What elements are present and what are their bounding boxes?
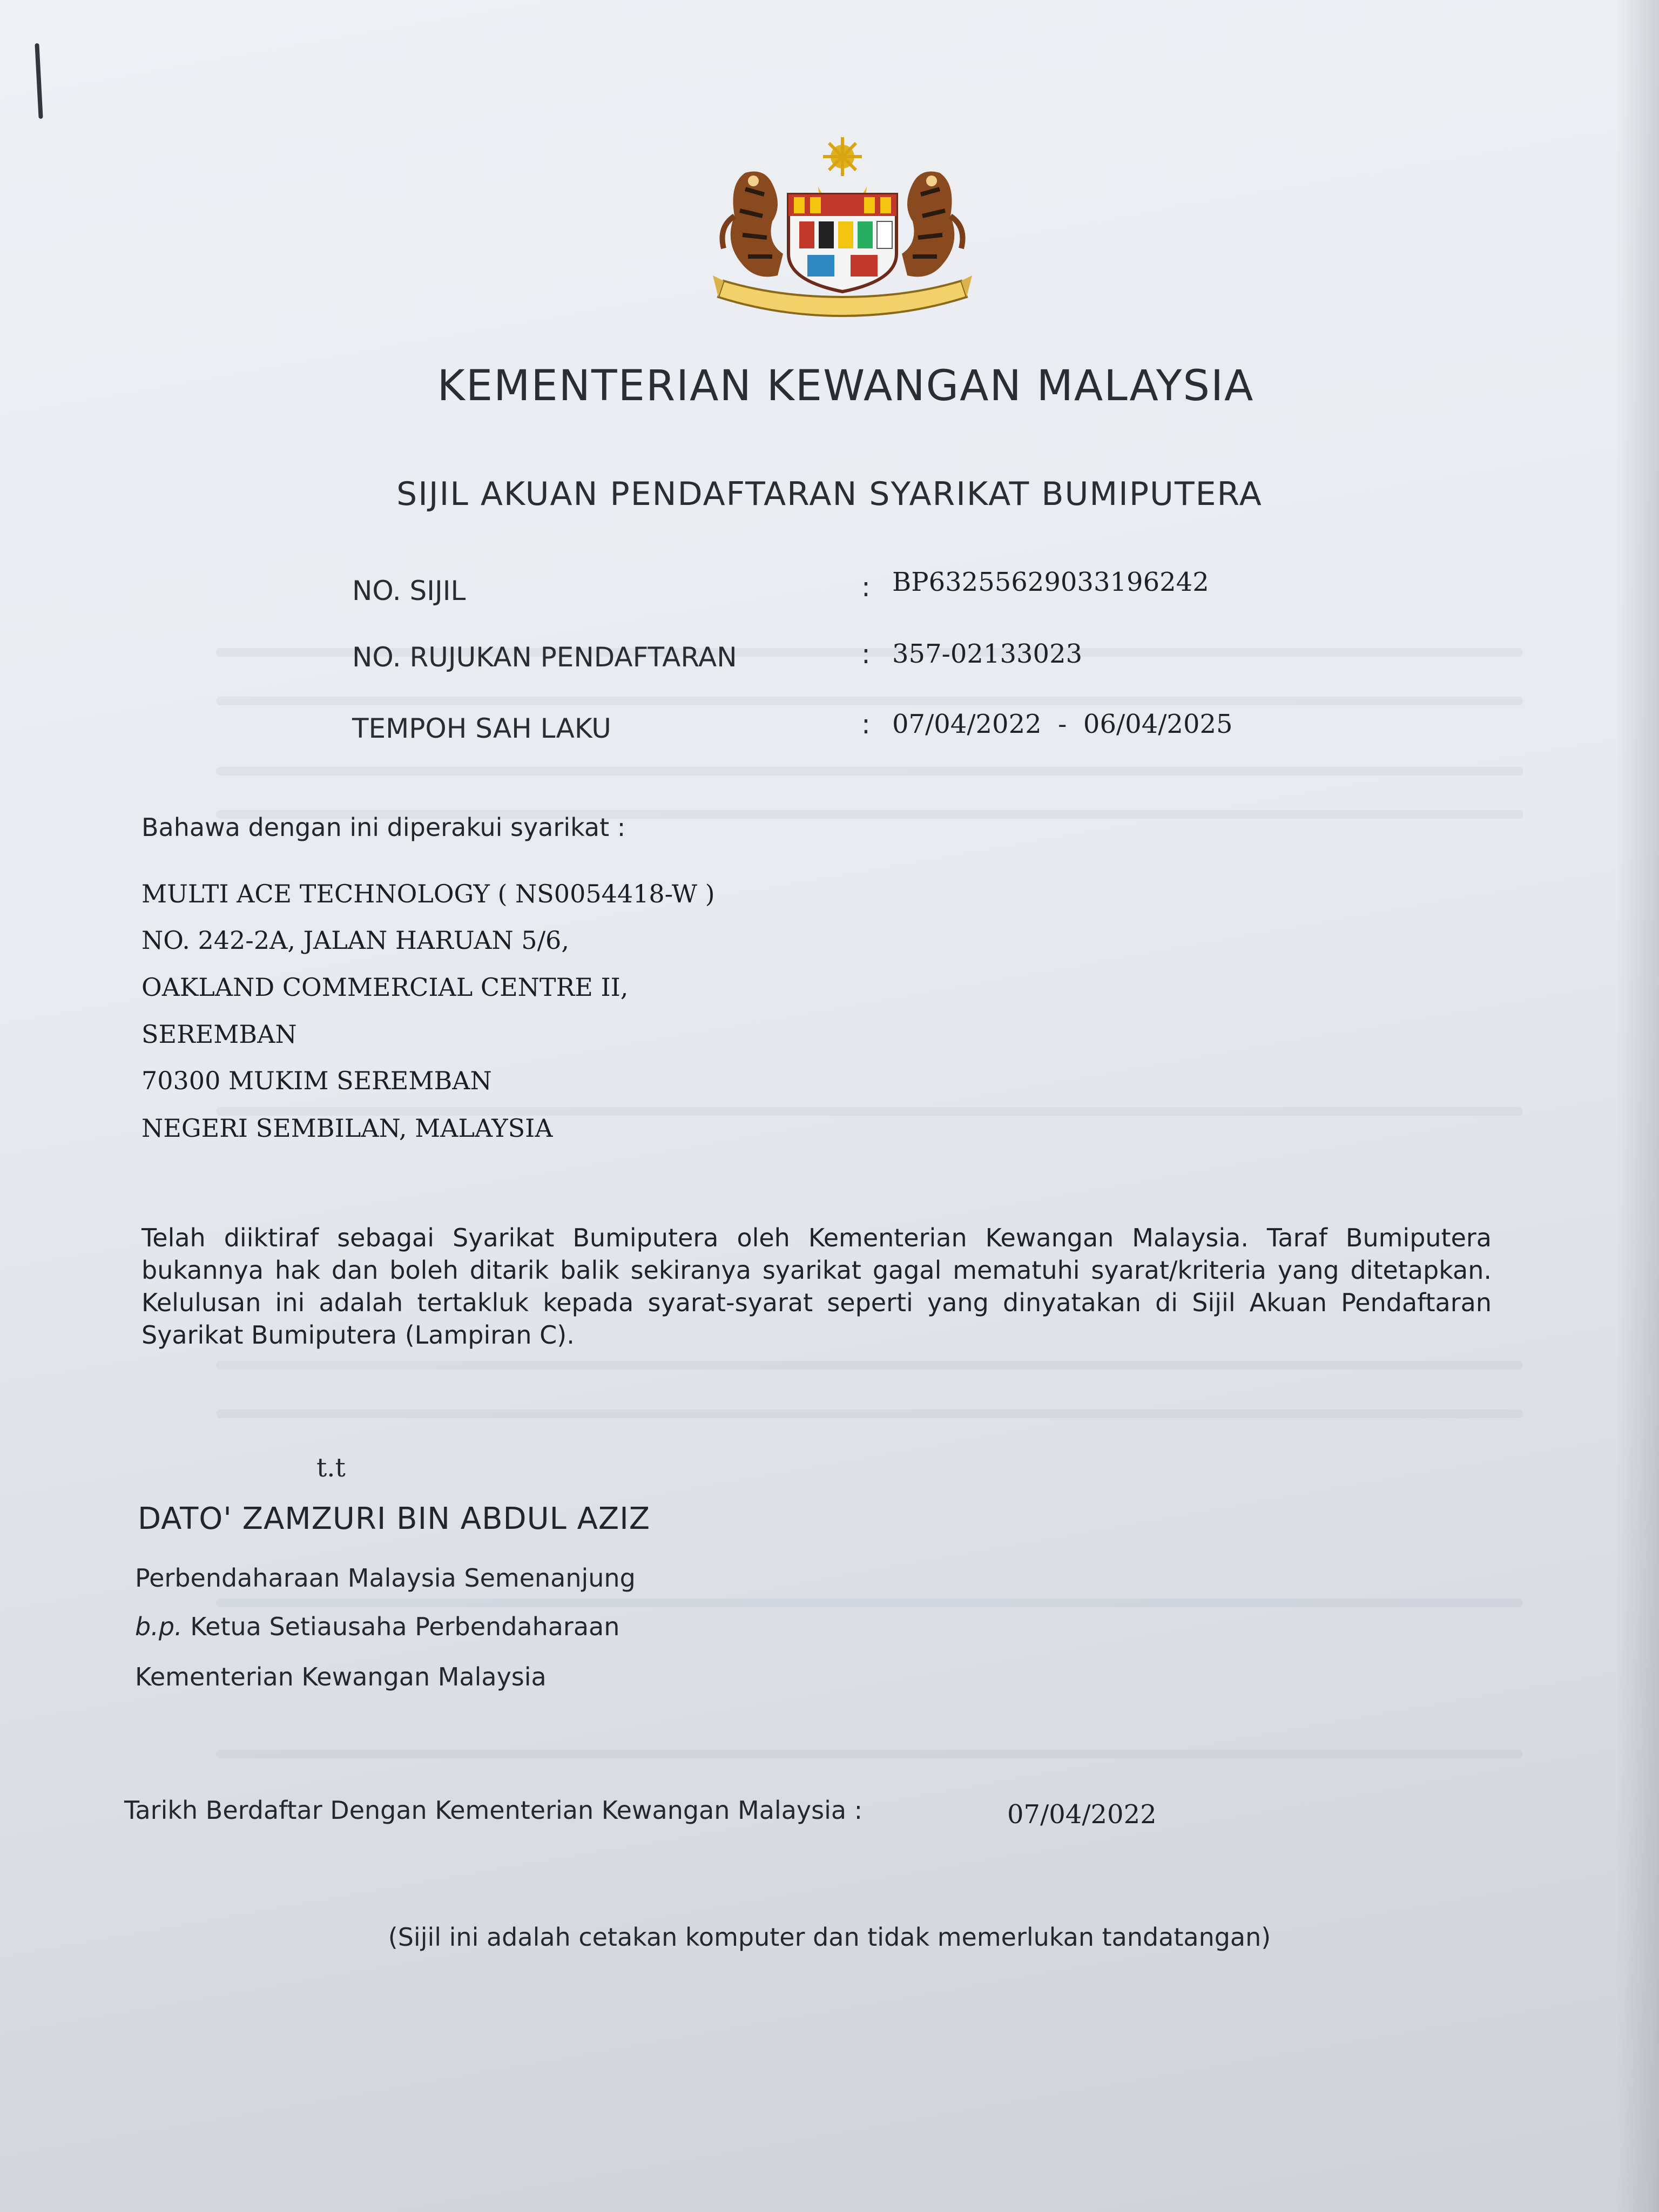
signer-name: DATO' ZAMZURI BIN ABDUL AZIZ — [138, 1501, 651, 1536]
company-name: MULTI ACE TECHNOLOGY ( NS0054418-W ) — [141, 879, 715, 908]
field-colon: : — [861, 571, 871, 603]
field-value: 07/04/2022 - 06/04/2025 — [892, 709, 1233, 739]
show-through-line — [216, 767, 1523, 775]
ministry-title: KEMENTERIAN KEWANGAN MALAYSIA — [437, 362, 1255, 410]
tiger-left-icon — [723, 172, 784, 277]
signer-position-text: Ketua Setiausaha Perbendaharaan — [190, 1612, 620, 1641]
address-line: 70300 MUKIM SEREMBAN — [141, 1066, 492, 1095]
field-colon: : — [861, 638, 871, 670]
field-label: TEMPOH SAH LAKU — [352, 713, 611, 744]
bp-abbrev: b.p. — [135, 1612, 183, 1641]
intro-text: Bahawa dengan ini diperakui syarikat : — [141, 813, 626, 842]
recognition-paragraph: Telah diiktiraf sebagai Syarikat Bumiputera oleh Kementerian Kewangan Malaysia. Taraf Bumiputera bukannya hak dan boleh ditarik balik sekiranya syarikat gagal mematuhi syarat/kriteria yang ditetapkan. Kelulusan ini adalah tertakluk kepada syarat-syarat seperti yang dinyatakan di Sijil Akuan Pendaftaran Syarikat Bumiputera (Lampiran C). — [141, 1223, 1492, 1350]
signer-position — [135, 1612, 619, 1641]
show-through-line — [216, 1361, 1523, 1370]
signer-ministry: Kementerian Kewangan Malaysia — [135, 1662, 547, 1691]
page-edge-shadow — [1616, 0, 1659, 2212]
registration-date-value: 07/04/2022 — [1007, 1799, 1157, 1830]
address-line: NO. 242-2A, JALAN HARUAN 5/6, — [141, 926, 569, 955]
malaysia-coat-of-arms-icon — [713, 135, 972, 319]
address-line: OAKLAND COMMERCIAL CENTRE II, — [141, 973, 629, 1002]
address-line: NEGERI SEMBILAN, MALAYSIA — [141, 1114, 553, 1143]
field-value: 357-02133023 — [892, 639, 1083, 669]
punch-mark — [35, 43, 43, 119]
field-value: BP63255629033196242 — [892, 567, 1209, 597]
signature-tt: t.t — [316, 1453, 346, 1483]
certificate-title: SIJIL AKUAN PENDAFTARAN SYARIKAT BUMIPUTERA — [396, 475, 1263, 513]
show-through-line — [216, 1750, 1523, 1758]
address-line: SEREMBAN — [141, 1020, 297, 1049]
shield-icon — [788, 194, 896, 292]
registration-date-label: Tarikh Berdaftar Dengan Kementerian Kewangan Malaysia : — [124, 1796, 863, 1825]
signer-office: Perbendaharaan Malaysia Semenanjung — [135, 1563, 636, 1593]
footnote: (Sijil ini adalah cetakan komputer dan tidak memerlukan tandatangan) — [388, 1923, 1271, 1952]
star-icon — [823, 137, 862, 176]
tiger-right-icon — [902, 172, 963, 277]
field-label: NO. RUJUKAN PENDAFTARAN — [352, 642, 737, 673]
field-label: NO. SIJIL — [352, 575, 466, 606]
show-through-line — [216, 1599, 1523, 1607]
show-through-line — [216, 697, 1523, 705]
field-colon: : — [861, 709, 871, 740]
show-through-line — [216, 1410, 1523, 1418]
